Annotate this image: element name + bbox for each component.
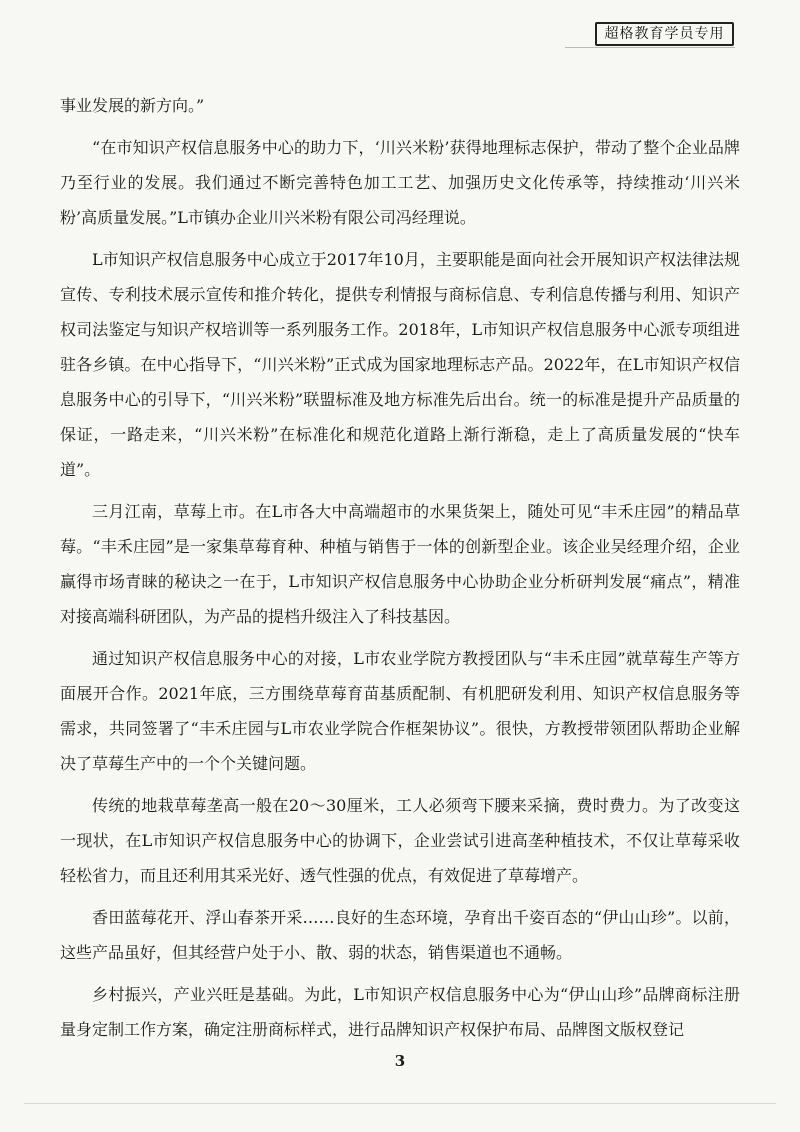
- paragraph-rural-revitalization: 乡村振兴，产业兴旺是基础。为此，L市知识产权信息服务中心为“伊山山珍”品牌商标注册量身定制工作方案，确定注册商标样式，进行品牌知识产权保护布局、品牌图文版权登记: [60, 985, 740, 1039]
- paragraph-chuanxing-quote: “在市知识产权信息服务中心的助力下，‘川兴米粉’获得地理标志保护，带动了整个企业品牌乃至行业的发展。我们通过不断完善特色加工工艺、加强历史文化传承等，持续推动‘川兴米粉’高质量发展。”L市镇办企业川兴米粉有限公司冯经理说。: [60, 138, 740, 227]
- stamp-underline: [565, 47, 735, 48]
- watermark-stamp: 超格教育学员专用: [595, 22, 734, 46]
- scan-edge-line: [24, 1103, 776, 1104]
- document-body: [60, 88, 740, 1047]
- paragraph-service-center-intro: L市知识产权信息服务中心成立于2017年10月，主要职能是面向社会开展知识产权法律法规宣传、专利技术展示宣传和推介转化，提供专利情报与商标信息、专利信息传播与利用、知识产权司法鉴定与知识产权培训等一系列服务工作。2018年，L市知识产权信息服务中心派专项组进驻各乡镇。在中心指导下，“川兴米粉”正式成为国家地理标志产品。2022年，在L市知识产权信息服务中心的引导下，“川兴米粉”联盟标准及地方标准先后出台。统一的标准是提升产品质量的保证，一路走来，“川兴米粉”在标准化和规范化道路上渐行渐稳，走上了高质量发展的“快车道”。: [60, 250, 740, 479]
- paragraph-high-ridge-planting: 传统的地栽草莓垄高一般在20～30厘米，工人必须弯下腰来采摘，费时费力。为了改变这一现状，在L市知识产权信息服务中心的协调下，企业尝试引进高垄种植技术，不仅让草莓采收轻松省力，而且还利用其采光好、透气性强的优点，有效促进了草莓增产。: [60, 796, 740, 885]
- paragraph-yishan-products: 香田蓝莓花开、浮山春茶开采……良好的生态环境，孕育出千姿百态的“伊山山珍”。以前，这些产品虽好，但其经营户处于小、散、弱的状态，销售渠道也不通畅。: [60, 908, 740, 962]
- page-number: 3: [394, 1052, 406, 1070]
- paragraph-continuation: 事业发展的新方向。”: [60, 96, 205, 115]
- paragraph-strawberry-market: 三月江南，草莓上市。在L市各大中高端超市的水果货架上，随处可见“丰禾庄园”的精品草莓。“丰禾庄园”是一家集草莓育种、种植与销售于一体的创新型企业。该企业吴经理介绍，企业赢得市场青睐的秘诀之一在于，L市知识产权信息服务中心协助企业分析研判发展“痛点”，精准对接高端科研团队，为产品的提档升级注入了科技基因。: [60, 502, 740, 626]
- paragraph-cooperation: 通过知识产权信息服务中心的对接，L市农业学院方教授团队与“丰禾庄园”就草莓生产等方面展开合作。2021年底，三方围绕草莓育苗基质配制、有机肥研发利用、知识产权信息服务等需求，共同签署了“丰禾庄园与L市农业学院合作框架协议”。很快，方教授带领团队帮助企业解决了草莓生产中的一个个关键问题。: [60, 649, 740, 773]
